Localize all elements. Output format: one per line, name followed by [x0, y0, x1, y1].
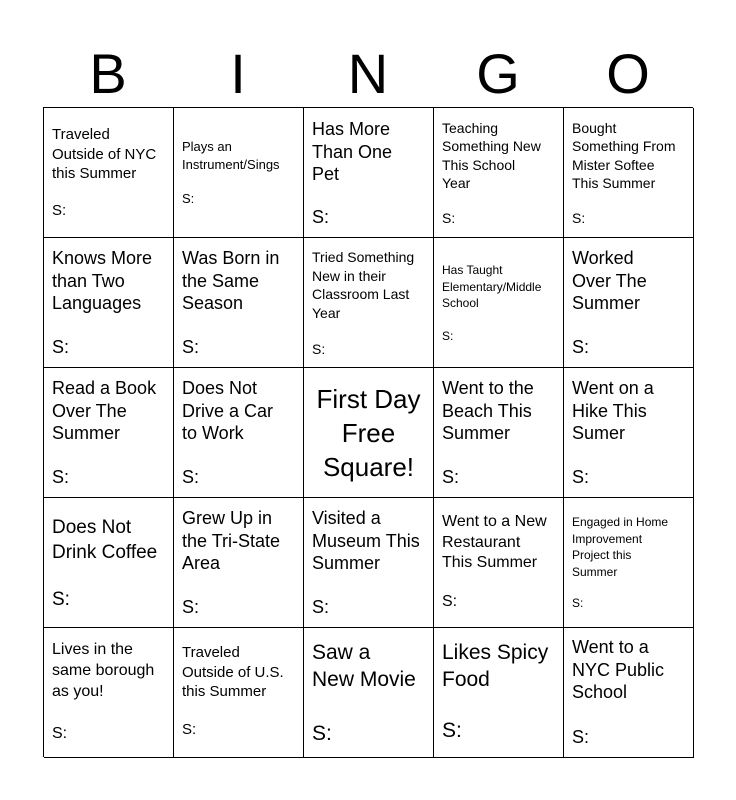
header-letter-n: N — [347, 42, 389, 105]
bingo-cell[interactable] — [304, 498, 434, 628]
header-letter-i: I — [230, 42, 246, 105]
bingo-cell[interactable] — [174, 628, 304, 758]
signature-label: S: — [52, 337, 70, 357]
signature-label: S: — [52, 467, 70, 487]
signature-label: S: — [442, 593, 458, 610]
signature-label: S: — [182, 191, 195, 206]
cell-text: Went to a NYC Public School — [572, 637, 665, 702]
bingo-cell[interactable] — [434, 108, 564, 238]
cell-text: Saw a New Movie — [312, 641, 416, 691]
signature-label: S: — [182, 467, 200, 487]
signature-label: S: — [182, 597, 200, 617]
bingo-cell[interactable] — [564, 368, 694, 498]
signature-label: S: — [312, 597, 330, 617]
bingo-grid — [43, 107, 693, 757]
signature-label: S: — [442, 210, 456, 226]
signature-label: S: — [442, 329, 454, 343]
cell-text: Visited a Museum This Summer — [312, 508, 420, 573]
cell-text: Grew Up in the Tri-State Area — [182, 508, 281, 573]
cell-text: Was Born in the Same Season — [182, 248, 280, 313]
cell-text: Went to the Beach This Summer — [442, 378, 534, 443]
cell-text: Read a Book Over The Summer — [52, 378, 157, 443]
signature-label: S: — [182, 721, 197, 738]
bingo-cell[interactable] — [44, 368, 174, 498]
cell-text: Traveled Outside of NYC this Summer — [52, 126, 157, 182]
bingo-cell[interactable] — [564, 498, 694, 628]
signature-label: S: — [442, 467, 460, 487]
cell-text: Likes Spicy Food — [442, 641, 549, 691]
header-letter-o: O — [606, 42, 650, 105]
bingo-cell[interactable] — [174, 238, 304, 368]
cell-text: Does Not Drive a Car to Work — [182, 378, 274, 443]
cell-text: Does Not Drink Coffee — [52, 517, 158, 563]
bingo-cell[interactable] — [44, 498, 174, 628]
signature-label: S: — [312, 207, 330, 227]
cell-text: Traveled Outside of U.S. this Summer — [182, 644, 284, 700]
signature-label: S: — [572, 727, 590, 747]
signature-label: S: — [182, 337, 200, 357]
bingo-cell[interactable] — [44, 628, 174, 758]
bingo-cell[interactable] — [174, 108, 304, 238]
cell-text: Bought Something From Mister Softee This Summer — [572, 120, 676, 191]
cell-text: Teaching Something New This School Year — [442, 120, 541, 191]
cell-text: Has More Than One Pet — [312, 119, 393, 184]
signature-label: S: — [572, 337, 590, 357]
cell-text: Went on a Hike This Sumer — [572, 378, 654, 443]
signature-label: S: — [312, 722, 332, 745]
bingo-cell[interactable] — [434, 238, 564, 368]
signature-label: S: — [572, 596, 584, 610]
bingo-header — [43, 40, 693, 108]
cell-text: Worked Over The Summer — [572, 248, 647, 313]
bingo-cell[interactable] — [304, 238, 434, 368]
cell-text: Went to a New Restaurant This Summer — [442, 513, 547, 571]
signature-label: S: — [52, 725, 68, 742]
bingo-cell[interactable] — [564, 238, 694, 368]
signature-label: S: — [52, 589, 70, 610]
cell-text: Lives in the same borough as you! — [52, 641, 155, 700]
bingo-cell[interactable] — [434, 498, 564, 628]
bingo-cell[interactable] — [304, 628, 434, 758]
free-square-text: First Day Free Square! — [316, 383, 421, 482]
cell-text: Engaged in Home Improvement Project this Summer — [572, 515, 669, 579]
signature-label: S: — [312, 341, 326, 357]
signature-label: S: — [572, 210, 586, 226]
cell-text: Knows More than Two Languages — [52, 248, 153, 313]
bingo-cell[interactable] — [304, 108, 434, 238]
free-square[interactable] — [304, 368, 434, 498]
signature-label: S: — [572, 467, 590, 487]
cell-text: Tried Something New in their Classroom Last Year — [312, 249, 415, 321]
bingo-cell[interactable] — [564, 108, 694, 238]
cell-text: Has Taught Elementary/Middle School — [442, 263, 542, 310]
header-letter-b: B — [89, 42, 127, 105]
bingo-cell[interactable] — [564, 628, 694, 758]
cell-text: Plays an Instrument/Sings — [182, 139, 280, 172]
bingo-cell[interactable] — [434, 368, 564, 498]
bingo-cell[interactable] — [44, 238, 174, 368]
bingo-cell[interactable] — [174, 498, 304, 628]
bingo-cell[interactable] — [434, 628, 564, 758]
bingo-cell[interactable] — [174, 368, 304, 498]
header-letter-g: G — [476, 42, 520, 105]
signature-label: S: — [52, 202, 67, 219]
signature-label: S: — [442, 719, 462, 742]
bingo-cell[interactable] — [44, 108, 174, 238]
